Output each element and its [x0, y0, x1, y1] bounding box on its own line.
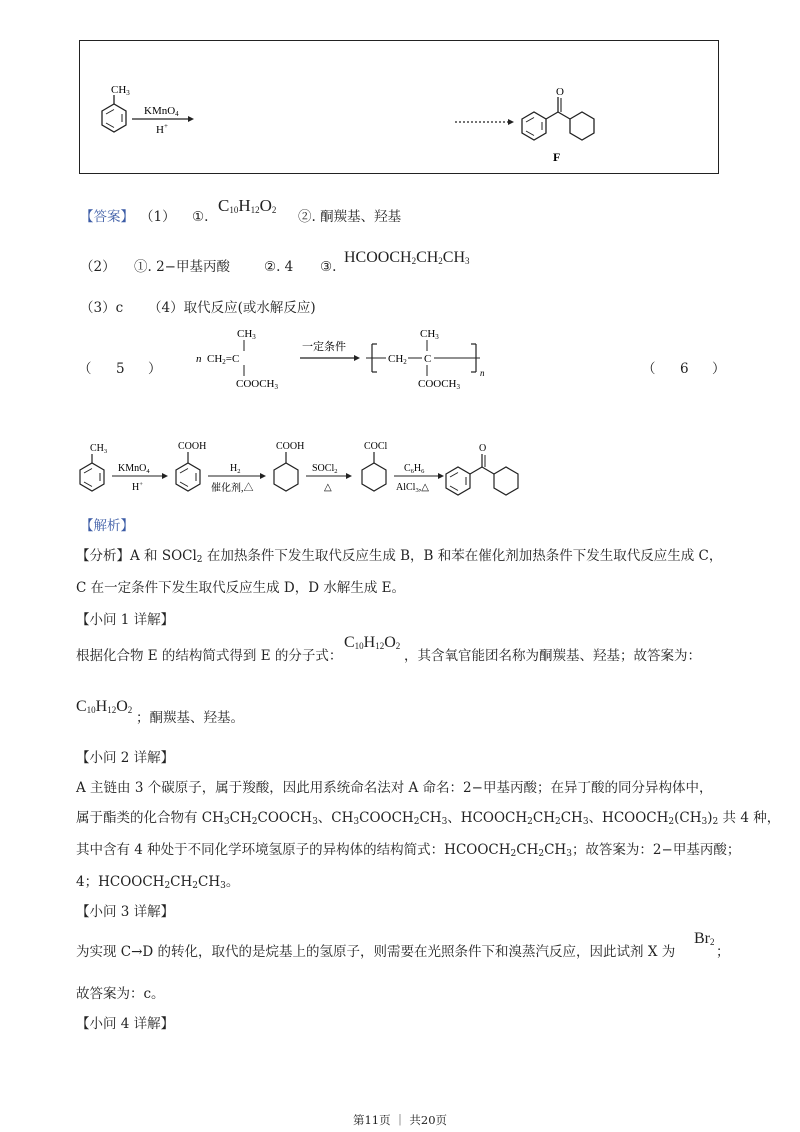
answer-q5-num: 5 — [116, 361, 125, 377]
q2-line2: 属于酯类的化合物有 $CH_3CH_2COOCH_3$、$CH_3COOCH_2CH_3$、$HCOOCH_2CH_2CH_3$、$HCOOCH_2(CH_3)_2$ 共 4 种， — [76, 810, 781, 827]
answer-molecular-formula: $C_{10}H_{12}O_2$ — [218, 196, 277, 215]
product-o: O — [556, 86, 564, 98]
poly-ester: COOCH3 — [418, 378, 461, 391]
synth-r2b: 催化剂,△ — [211, 483, 254, 494]
analysis-fenxi-line2: C 在一定条件下发生取代反应生成 D，D 水解生成 E。 — [76, 580, 405, 596]
poly-subscript-n: n — [480, 368, 485, 378]
poly-condition: 一定条件 — [302, 341, 346, 353]
poly-monomer-main: CH2=C — [207, 353, 240, 366]
answer-q6-close: ） — [712, 361, 726, 377]
q1-formula-answer: $C_{10}H_{12}O_2$ — [76, 698, 133, 715]
q3-br2: $Br_2$ — [694, 930, 715, 947]
synth-cooh1: COOH — [178, 441, 207, 452]
answer-q4: （4）取代反应(或水解反应) — [148, 300, 316, 316]
q3-line2: 故答案为：c。 — [76, 986, 165, 1002]
synth-r3b: △ — [324, 482, 332, 493]
polymerization-svg — [196, 320, 496, 400]
answer-q5-close: ） — [148, 361, 162, 377]
answer-q2-num: （2） — [80, 259, 116, 275]
synth-r3: SOCl$_2$ — [312, 463, 338, 475]
answer-tag: 【答案】 — [80, 209, 134, 225]
answer-q2-item1: ①. 2−甲基丙酸 — [134, 259, 230, 275]
analysis-tag: 【解析】 — [80, 518, 134, 534]
page-footer: 第11页 ｜ 共20页 — [352, 1113, 448, 1127]
q1-line1-b: ，其含氧官能团名称为酮羰基、羟基；故答案为： — [404, 648, 701, 664]
polymerization-scheme — [196, 320, 496, 404]
toluene-ch3: CH3 — [111, 84, 130, 97]
toluene-structure — [102, 84, 130, 132]
answer-q5-open: （ — [78, 361, 92, 377]
poly-c: C — [424, 353, 432, 365]
synth-r1b: H+ — [132, 481, 143, 493]
q1-line1-a: 根据化合物 E 的结构简式得到 E 的分子式： — [76, 648, 343, 664]
reagent-kmno4: KMnO4 — [144, 105, 179, 118]
q2-line1: A 主链由 3 个碳原子，属于羧酸，因此用系统命名法对 A 命名：2−甲基丙酸；在异丁酸的同分异构体中， — [76, 780, 713, 796]
answer-q2-item3: ③. — [320, 259, 337, 275]
poly-me: CH3 — [420, 328, 439, 341]
q3-tail: ； — [716, 944, 730, 960]
q2-line4: 4；$HCOOCH_2CH_2CH_3$。 — [76, 874, 240, 891]
synthesis-svg — [74, 436, 534, 502]
q2-line3: 其中含有 4 种处于不同化学环境氢原子的异构体的结构简式：$HCOOCH_2CH_2CH_3$；故答案为：2−甲基丙酸； — [76, 842, 741, 859]
oxidation-arrow — [132, 105, 194, 136]
answer-q3: （3）c — [80, 300, 124, 316]
synth-r2: $H_2$ — [230, 463, 241, 475]
synth-cooh2: COOH — [276, 441, 305, 452]
synth-r1: KMnO$_4$ — [118, 463, 150, 475]
synth-ch3: $CH_3$ — [90, 443, 108, 455]
poly-n: n — [196, 353, 202, 365]
q2-heading: 【小问 2 详解】 — [76, 750, 175, 766]
answer-q6-open: （ — [642, 361, 656, 377]
q3-line1: 为实现 C→D 的转化，取代的是烷基上的氢原子，则需要在光照条件下和溴蒸汽反应，因此试剂 X 为 — [76, 944, 676, 960]
product-label: F — [553, 150, 561, 164]
dotted-arrow — [455, 119, 514, 125]
top-scheme-svg — [80, 41, 720, 175]
q3-heading: 【小问 3 详解】 — [76, 904, 175, 920]
poly-ch2: CH2 — [388, 353, 407, 366]
poly-monomer-me: CH3 — [237, 328, 256, 341]
q1-heading: 【小问 1 详解】 — [76, 612, 175, 628]
answer-q2-formula: $HCOOCH_2CH_2CH_3$ — [344, 249, 470, 266]
answer-q6-num: 6 — [680, 361, 689, 377]
scheme-box — [79, 40, 719, 174]
answer-q1-item2: ②. 酮羰基、羟基 — [298, 209, 402, 225]
q4-heading: 【小问 4 详解】 — [76, 1016, 175, 1032]
reagent-h: H+ — [156, 122, 168, 136]
synth-cocl: COCl — [364, 441, 388, 452]
synth-o: O — [479, 443, 487, 454]
answer-q2-item2: ②. 4 — [264, 259, 294, 275]
synth-r4b: AlCl$_3$,△ — [396, 482, 429, 494]
q1-line2-b: ；酮羰基、羟基。 — [136, 710, 244, 726]
poly-monomer-ester: COOCH3 — [236, 378, 279, 391]
answer-q1-item1: ①. — [192, 209, 209, 225]
product-f-structure — [522, 86, 594, 164]
synth-r4: $C_6H_6$ — [404, 463, 425, 475]
answer-q1-num: （1） — [140, 209, 176, 225]
analysis-fenxi-line1: 【分析】A 和 SOCl$_2$ 在加热条件下发生取代反应生成 B，B 和苯在催化剂加热条件下发生取代反应生成 C， — [76, 548, 723, 565]
synthesis-route — [74, 436, 534, 506]
q1-formula-inline: $C_{10}H_{12}O_2$ — [344, 634, 401, 651]
